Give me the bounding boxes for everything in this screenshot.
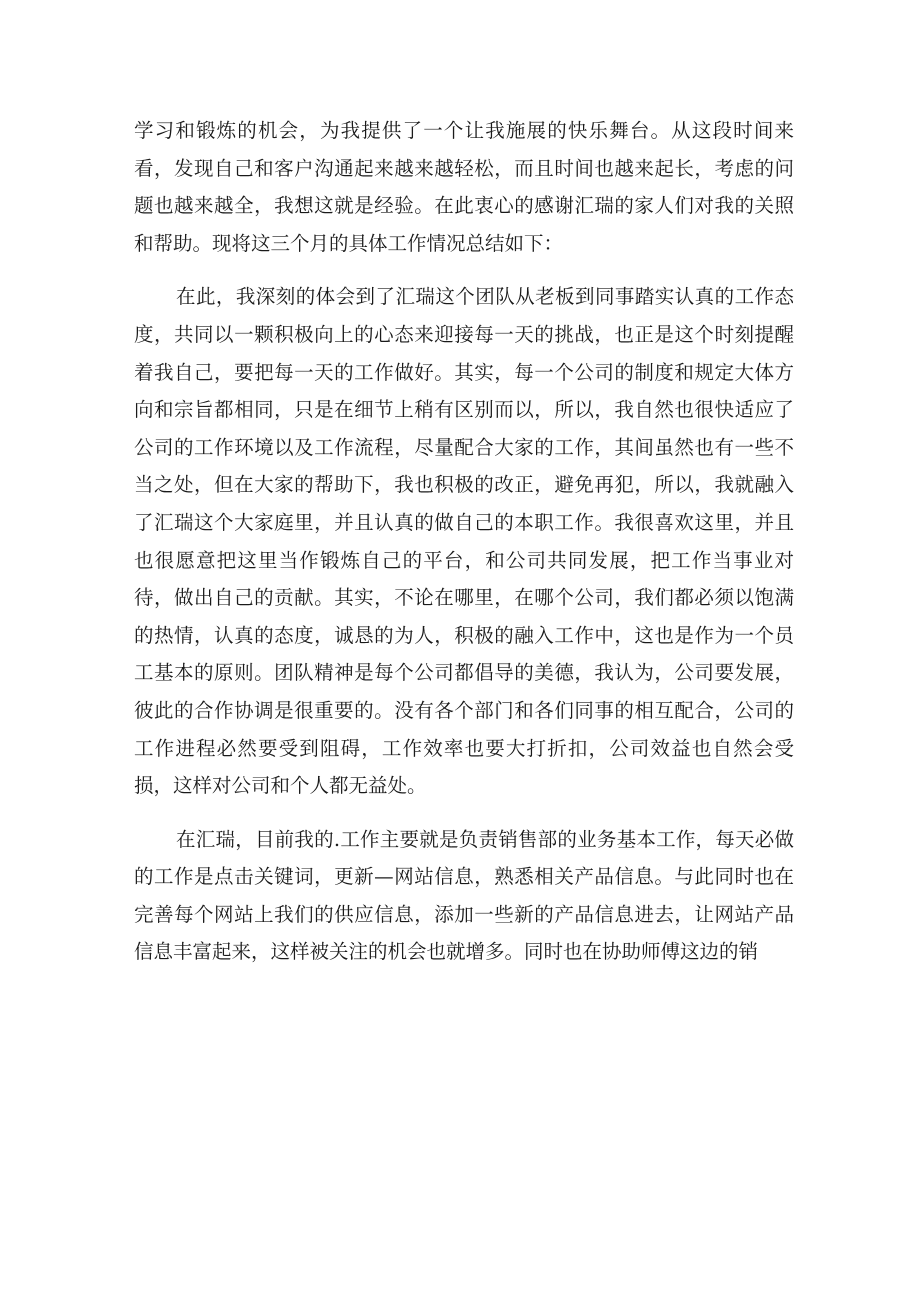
paragraph-2: 在此，我深刻的体会到了汇瑞这个团队从老板到同事踏实认真的工作态度，共同以一颗积极向上的心态来迎接每一天的挑战，也正是这个时刻提醒着我自己，要把每一天的工作做好。其实，每一个公司的制度和规定大体方向和宗旨都相同，只是在细节上稍有区别而以，所以，我自然也很快适应了公司的工作环境以及工作流程，尽量配合大家的工作，其间虽然也有一些不当之处，但在大家的帮助下，我也积极的改正，避免再犯，所以，我就融入了汇瑞这个大家庭里，并且认真的做自己的本职工作。我很喜欢这里，并且也很愿意把这里当作锻炼自己的平台，和公司共同发展，把工作当事业对待，做出自己的贡献。其实，不论在哪里，在哪个公司，我们都必须以饱满的热情，认真的态度，诚恳的为人，积极的融入工作中，这也是作为一个员工基本的原则。团队精神是每个公司都倡导的美德，我认为，公司要发展，彼此的合作协调是很重要的。没有各个部门和各们同事的相互配合，公司的工作进程必然要受到阻碍，工作效率也要大打折扣，公司效益也自然会受损，这样对公司和个人都无益处。 <box>134 285 794 798</box>
paragraph-1: 学习和锻炼的机会，为我提供了一个让我施展的快乐舞台。从这段时间来看，发现自己和客户沟通起来越来越轻松，而且时间也越来起长，考虑的问题也越来越全，我想这就是经验。在此衷心的感谢汇瑞的家人们对我的关照和帮助。现将这三个月的具体工作情况总结如下： <box>134 119 794 255</box>
document-body <box>134 112 794 971</box>
paragraph-3: 在汇瑞，目前我的.工作主要就是负责销售部的业务基本工作，每天必做的工作是点击关键词，更新—网站信息，熟悉相关产品信息。与此同时也在完善每个网站上我们的供应信息，添加一些新的产品信息进去，让网站产品信息丰富起来，这样被关注的机会也就增多。同时也在协助师傅这边的销 <box>134 827 794 964</box>
